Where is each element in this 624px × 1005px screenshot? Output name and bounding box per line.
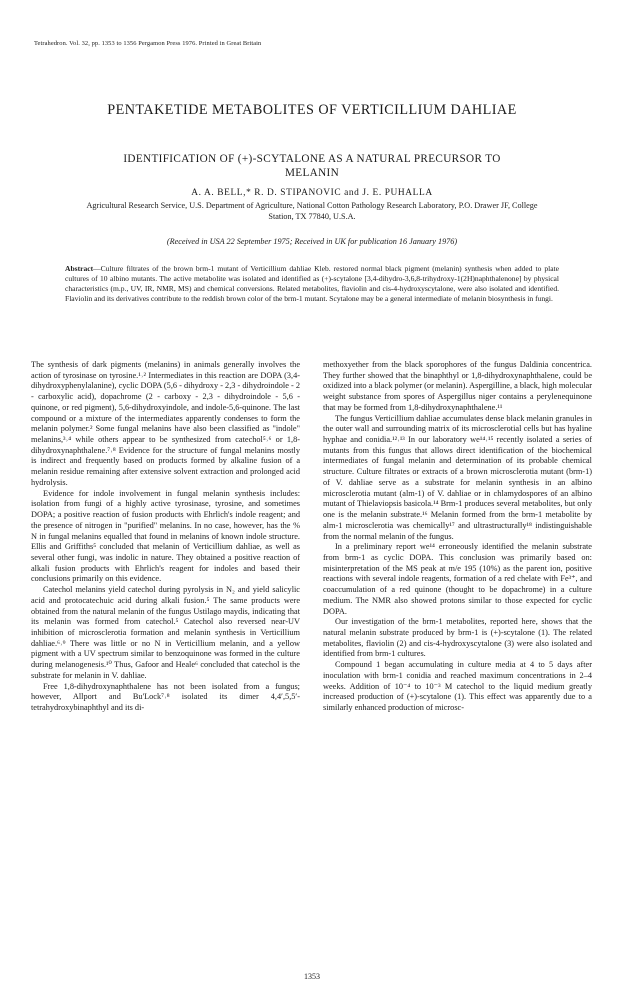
abstract-label: Abstract — [65, 264, 94, 273]
received-dates: (Received in USA 22 September 1975; Received in UK for publication 16 January 1976) — [166, 237, 458, 246]
author-affiliation: Agricultural Research Service, U.S. Department of Agriculture, National Cotton Pathology Research Laboratory, P.O. Drawer JF, College Station, TX 77840, U.S.A. — [86, 201, 538, 221]
paragraph: Our investigation of the brm-1 metabolites, reported here, shows that the natural melanin substrate produced by brm-1 is (+)-scytalone (1). The related metabolites, flaviolin (2) and cis-4-hydroxyscytalone (3) were also isolated and identified from brm-1 cultures. — [323, 617, 592, 659]
paragraph: Free 1,8-dihydroxynaphthalene has not been isolated from a fungus; however, Allport and Bu'Lock⁷˒⁸ isolated its dimer 4,4′,5,5′-tetrahydroxybinaphthyl and its di- — [31, 681, 300, 712]
paragraph: The fungus Verticillium dahliae accumulates dense black melanin granules in the outer wall and surrounding matrix of its microsclerotial cells but has hyaline hyphae and conidia.¹²˒¹³ In our laboratory we¹⁴˒¹⁵ recently isolated a series of mutants from this fungus that allows direct identification of the biochemical intermediates of fungal melanin and determination of its probable chemical structure. Culture filtrates or extracts of a brown microsclerotia mutant (brm-1) of V. dahliae serve as a substrate for melanin synthesis in an albino microsclerotia mutant (alm-1) of V. dahliae or in chlamydospores of an albino mutant of Thielaviopsis basicola.¹⁴ Brm-1 produces several metabolites, but only one is the melanin substrate.¹⁶ Melanin formed from the brm-1 metabolite by alm-1 microsclerotia was chemically¹⁷ and ultrastructurally¹⁸ indistinguishable from the normal melanin of the fungus. — [323, 413, 592, 541]
paragraph: Catechol melanins yield catechol during pyrolysis in N₂ and yield salicylic acid and protocatechuic acid during alkali fusion.⁵ The same products were obtained from the natural melanin of the fungus Ustilago maydis, indicating that its melanin was formed from catechol.⁵ Catechol also reversed near-UV inhibition of microsclerotia formation and melanin synthesis in Verticillium dahliae.⁶˒⁹ There was little or no N in Verticillium melanin, and a yellow pigment with a UV spectrum similar to benzoquinone was formed in the culture during melanogenesis.¹⁰ Thus, Gafoor and Heale⁶ concluded that catechol is the substrate for melanin in V. dahliae. — [31, 585, 300, 680]
abstract-text: —Culture filtrates of the brown brm-1 mutant of Verticillium dahliae Kleb. restored normal black pigment (melanin) synthesis when added to plate cultures of 10 albino mutants. The active metabolite was isolated and identified as (+)-scytalone [3,4-dihydro-3,6,8-trihydroxy-1(2H)naphthalenone] by physical characteristics (m.p., UV, IR, NMR, MS) and chemical conversions. Related metabolites, flaviolin and cis-4-hydroxyscytalone, were also isolated and identified. Flaviolin and its derivatives contribute to the reddish brown color of the brm-1 mutant. Scytalone may be a general intermediate of melanin biosynthesis in fungi. — [65, 264, 559, 304]
paragraph: Evidence for indole involvement in fungal melanin synthesis includes: isolation from fungi of a highly active tyrosinase, tyrosine, and sometimes DOPA; a positive reaction of fusion products with Ehrlich's indole reagent; and the presence of nitrogen in "purified" melanins. In no case, however, has the % N in fungal melanins equalled that found in melanins of known indole structure. Ellis and Griffiths⁵ concluded that melanin of Verticillium dahliae, as well as several other fungi, was indolic in nature. They obtained a positive reaction of alkali fusion products with Ehrlich's reagent for indoles and based their conclusions primarily on this evidence. — [31, 488, 300, 584]
paragraph: In a preliminary report we¹⁴ erroneously identified the melanin substrate from brm-1 as cyclic DOPA. This conclusion was primarily based on: misinterpretation of the MS peak at m/e 195 (10%) as the parent ion, positive reactions with several indole reagents, formation of a red chelate with Fe³⁺, and coaccumulation of a red quinone (thought to be dopachrome) in a culture medium. The NMR also showed protons similar to those expected for cyclic DOPA. — [323, 542, 592, 616]
right-column — [323, 360, 592, 714]
paragraph: methoxyether from the black sporophores of the fungus Daldinia concentrica. They further showed that the binaphthyl or 1,8-dihydroxynaphthalene, could be oxidized into a black polymer (or melanin). Aspergilline, a black, high molecular weight substance from spores of Aspergillus niger contains a perylenequinone that may be formed from 1,8-dihydroxynaphthalene.¹¹ — [323, 360, 592, 412]
running-head: Tetrahedron. Vol. 32, pp. 1353 to 1356 Pergamon Press 1976. Printed in Great Britain — [34, 40, 262, 47]
paragraph: Compound 1 began accumulating in culture media at 4 to 5 days after inoculation with brm-1 conidia and reached maximum concentrations in 2–4 weeks. Addition of 10⁻⁴ to 10⁻³ M catechol to the liquid medium greatly increased production of (+)-scytalone (1). This effect was apparently due to a similarly enhanced production of microsc- — [323, 660, 592, 712]
page-number: 1353 — [304, 972, 320, 981]
left-column — [31, 360, 300, 714]
author-list: A. A. BELL,* R. D. STIPANOVIC and J. E. PUHALLA — [191, 188, 433, 198]
article-title: PENTAKETIDE METABOLITES OF VERTICILLIUM DAHLIAE — [107, 102, 517, 118]
abstract — [65, 264, 559, 304]
paragraph: The synthesis of dark pigments (melanins) in animals generally involves the action of tyrosinase on tyrosine.¹˒² Intermediates in this reaction are DOPA (3,4-dihydroxyphenylalanine), cyclic DOPA (5,6 - dihydroxy - 2,3 - dihydroindole - 2 - carboxylic acid), dopachrome (2 - carboxy - 2,3 - dihydroindole - 5,6 - quinone, or red pigment), 5,6-dihydroxyindole, and indole-5,6-quinone. The last compound or a mixture of the intermediates apparently condenses to form the melanin polymer.² Some fungal melanins have also been classified as "indole" melanins,³˒⁴ while others appear to be synthesized from catechol⁵˒⁶ or 1,8-dihydroxynaphthalene.⁷˒⁸ Evidence for the structure of fungal melanins mostly is indirect and frequently based on products formed by alkaline fusion of a melanin residue remaining after extensive solvent extraction and prolonged acid hydrolysis. — [31, 360, 300, 487]
article-subtitle: IDENTIFICATION OF (+)-SCYTALONE AS A NATURAL PRECURSOR TO MELANIN — [123, 153, 501, 179]
